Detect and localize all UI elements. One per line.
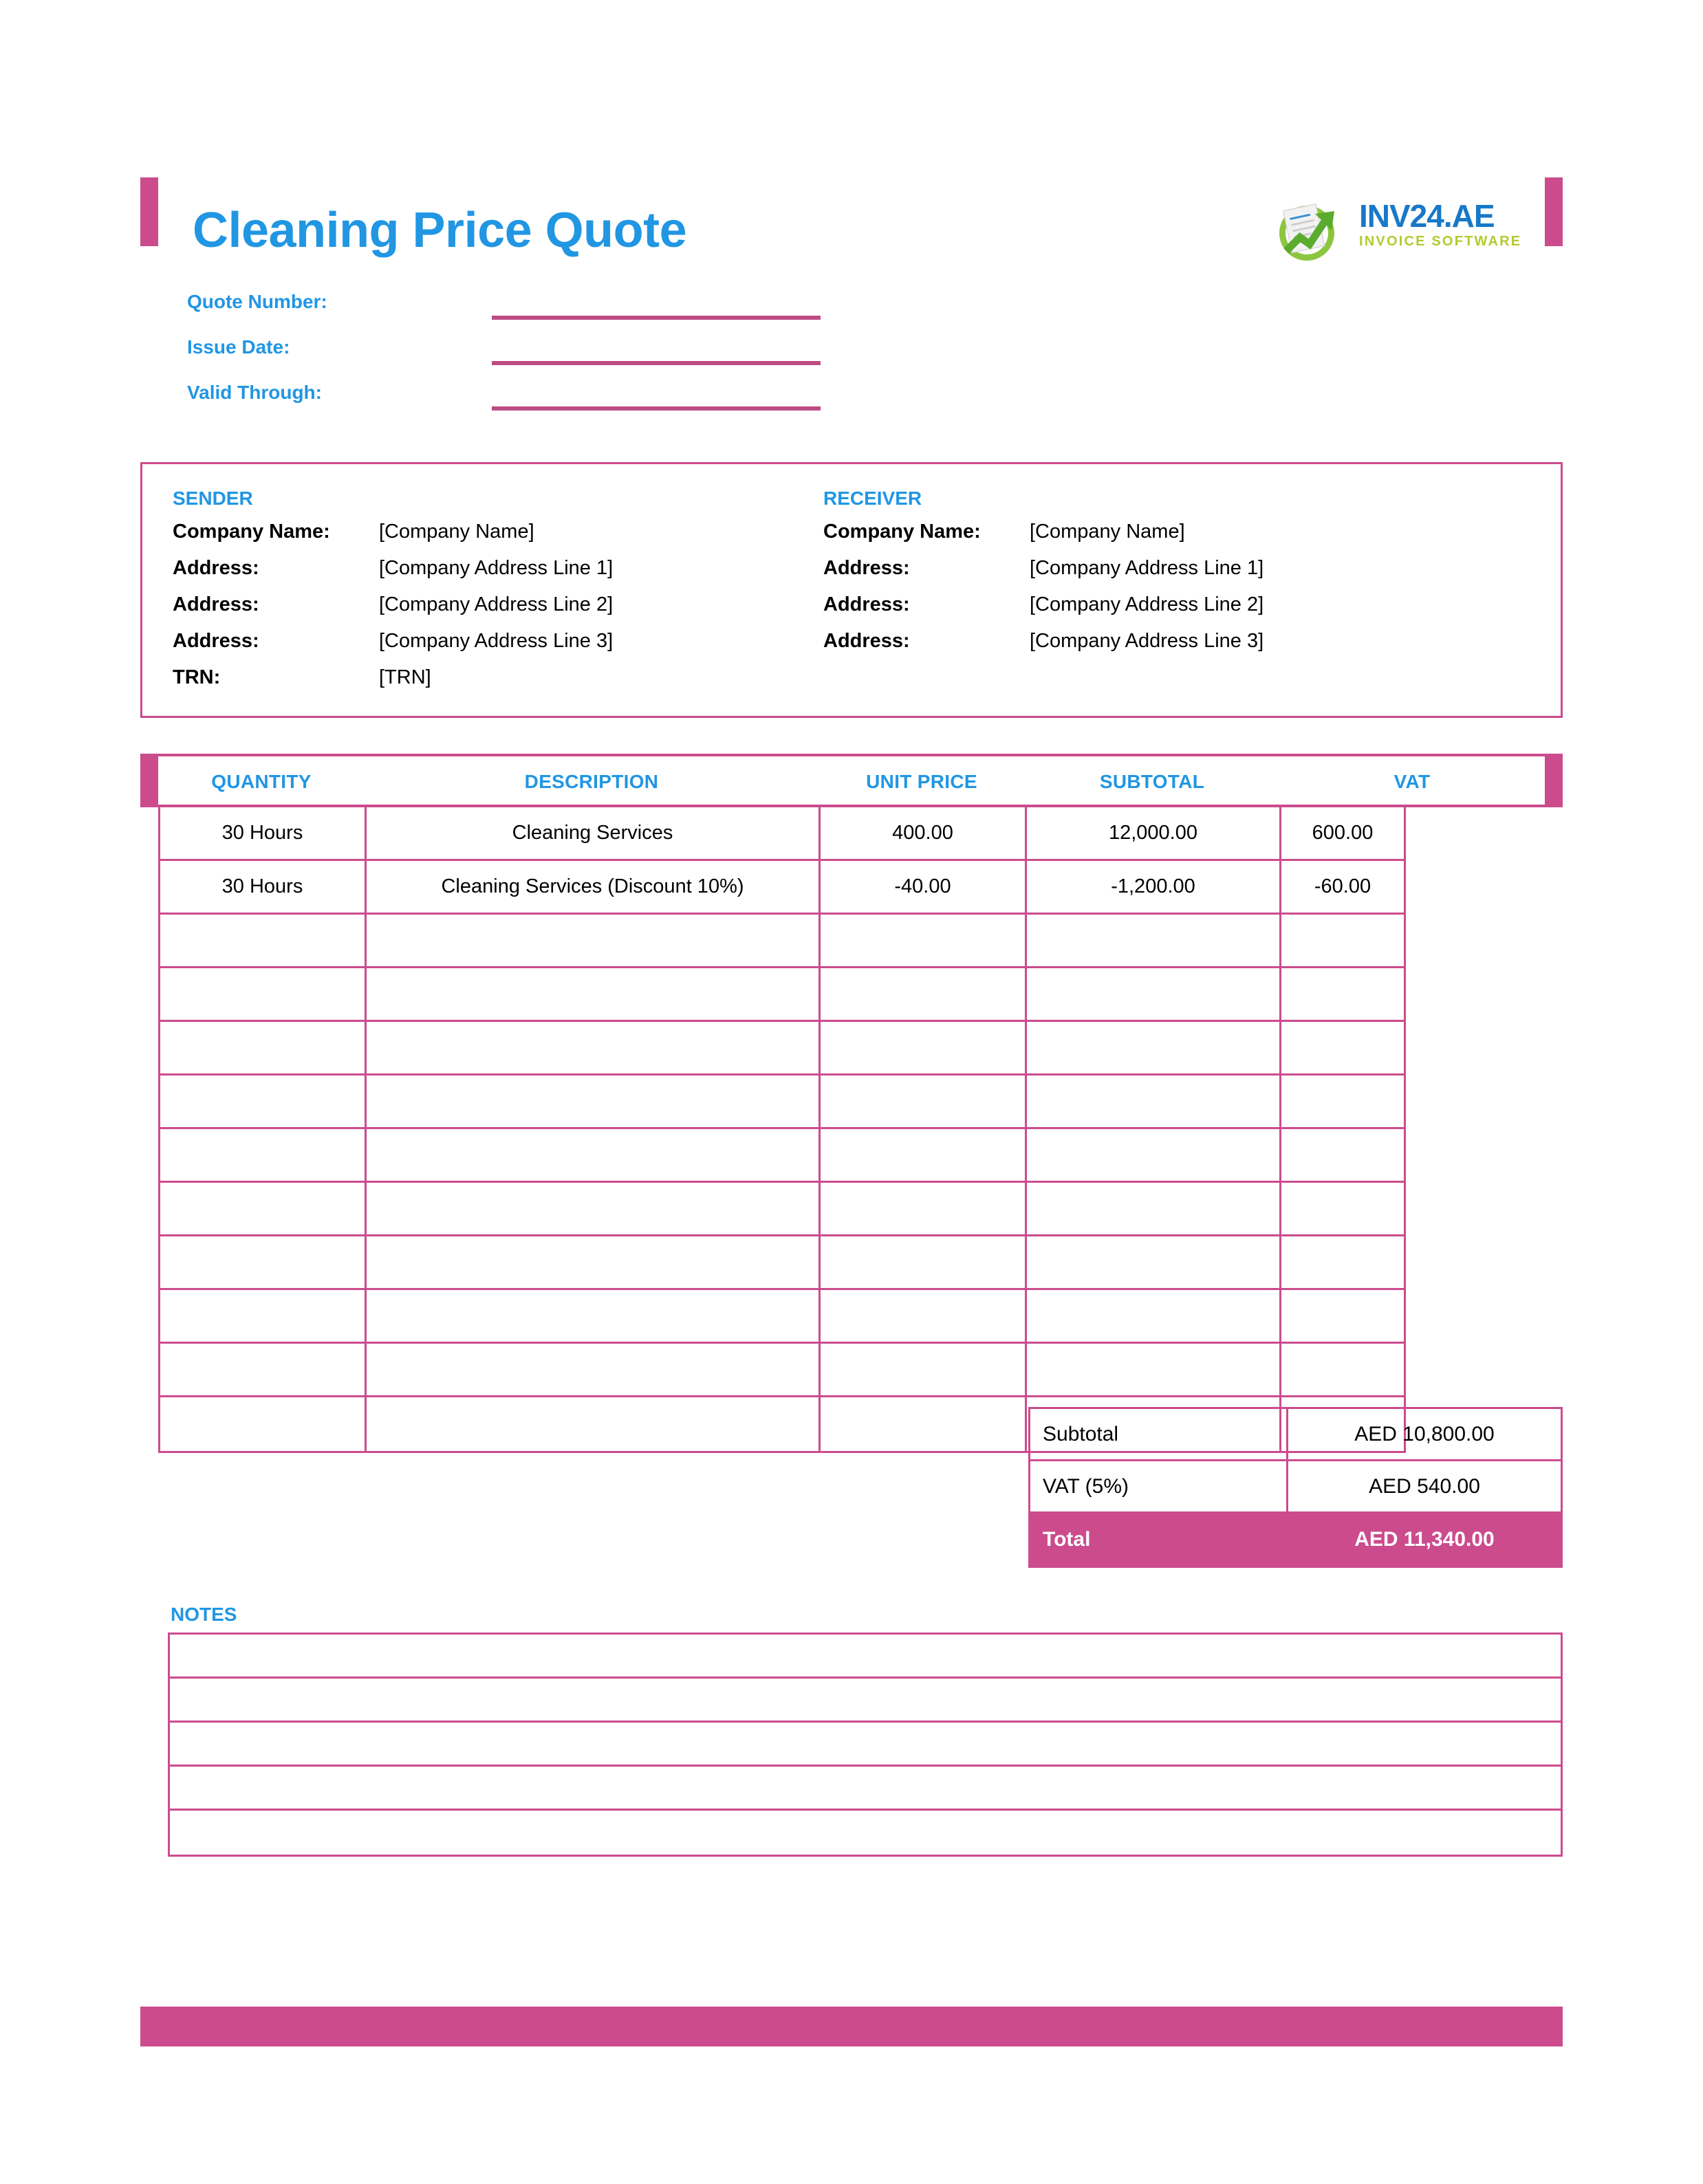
cell-vat: 600.00: [1312, 822, 1374, 844]
receiver-company-name-label: Company Name:: [823, 521, 981, 543]
cell-vat: [1281, 1290, 1404, 1342]
cell-unit-price: [821, 1075, 1027, 1127]
table-row[interactable]: [160, 807, 1404, 861]
cell-quantity: [160, 1022, 367, 1073]
column-header-quantity: QUANTITY: [211, 771, 312, 792]
receiver-address1-row: [823, 557, 1263, 593]
total-label: Total: [1043, 1528, 1091, 1551]
page-title: Cleaning Price Quote: [193, 203, 687, 258]
cell-vat: -60.00: [1314, 875, 1371, 897]
table-accent-bar-right: [1545, 754, 1563, 807]
cell-quantity: [160, 1129, 367, 1181]
parties-panel: [140, 462, 1563, 718]
logo-wordmark: [1359, 199, 1521, 250]
quote-number-row: [187, 285, 875, 331]
receiver-address2-value: [Company Address Line 2]: [1030, 593, 1264, 615]
note-line[interactable]: [170, 1767, 1561, 1811]
logo-name: INV24.AE: [1359, 198, 1495, 234]
cell-description: [367, 1183, 821, 1234]
subtotal-value: AED 10,800.00: [1354, 1422, 1495, 1445]
cell-subtotal: [1027, 1236, 1281, 1288]
cell-subtotal: [1027, 1290, 1281, 1342]
cell-description: [367, 968, 821, 1020]
sender-block: [173, 488, 613, 703]
cell-quantity: [160, 1183, 367, 1234]
receiver-address3-row: [823, 630, 1263, 666]
cell-subtotal: [1027, 968, 1281, 1020]
sender-address3-label: Address:: [173, 630, 259, 652]
cell-description: [367, 915, 821, 966]
issue-date-input[interactable]: [492, 361, 821, 365]
cell-subtotal: [1027, 1344, 1281, 1395]
valid-through-input[interactable]: [492, 406, 821, 411]
cell-quantity: [160, 1075, 367, 1127]
cell-description: [367, 1129, 821, 1181]
vat-label: VAT (5%): [1030, 1461, 1288, 1511]
total-value: AED 11,340.00: [1354, 1528, 1495, 1551]
sender-address1-value: [Company Address Line 1]: [379, 557, 614, 579]
sender-address3-value: [Company Address Line 3]: [379, 630, 614, 652]
receiver-company-name-value: [Company Name]: [1030, 521, 1185, 543]
receiver-address3-label: Address:: [823, 630, 910, 652]
issue-date-label: Issue Date:: [187, 336, 290, 358]
cell-subtotal: [1027, 1022, 1281, 1073]
table-row[interactable]: [160, 1075, 1404, 1129]
column-header-subtotal: SUBTOTAL: [1099, 771, 1205, 792]
note-line[interactable]: [170, 1635, 1561, 1679]
cell-quantity: [160, 1344, 367, 1395]
cell-vat: [1281, 1236, 1404, 1288]
cell-quantity: [160, 1236, 367, 1288]
table-row[interactable]: [160, 861, 1404, 915]
cell-quantity: [160, 915, 367, 966]
cell-vat: [1281, 1075, 1404, 1127]
cell-unit-price: [821, 1129, 1027, 1181]
cell-vat: [1281, 1183, 1404, 1234]
valid-through-label: Valid Through:: [187, 382, 322, 403]
sender-company-name-value: [Company Name]: [379, 521, 534, 543]
totals-row-subtotal: [1030, 1409, 1561, 1461]
table-row[interactable]: [160, 915, 1404, 968]
sender-address1-row: [173, 557, 613, 593]
note-line[interactable]: [170, 1723, 1561, 1767]
table-row[interactable]: [160, 1183, 1404, 1236]
cell-vat: [1281, 1129, 1404, 1181]
receiver-address2-label: Address:: [823, 593, 910, 615]
sender-trn-label: TRN:: [173, 666, 221, 688]
header-accent-bar-right: [1545, 177, 1563, 246]
note-line[interactable]: [170, 1811, 1561, 1855]
cell-subtotal: [1027, 915, 1281, 966]
cell-description: [367, 1397, 821, 1451]
totals-row-vat: [1030, 1461, 1561, 1514]
cell-description: [367, 1022, 821, 1073]
cell-unit-price: [821, 1344, 1027, 1395]
table-row[interactable]: [160, 1129, 1404, 1183]
footer-accent-bar: [140, 2007, 1563, 2046]
subtotal-label: Subtotal: [1030, 1409, 1288, 1459]
column-header-description: DESCRIPTION: [524, 771, 659, 792]
quote-number-input[interactable]: [492, 316, 821, 320]
totals-row-total: [1030, 1514, 1561, 1566]
sender-address2-value: [Company Address Line 2]: [379, 593, 614, 615]
cell-vat: [1281, 1022, 1404, 1073]
cell-unit-price: [821, 968, 1027, 1020]
vat-value: AED 540.00: [1369, 1474, 1480, 1498]
quote-number-label: Quote Number:: [187, 291, 327, 312]
column-header-unit-price: UNIT PRICE: [866, 771, 977, 792]
sender-address2-label: Address:: [173, 593, 259, 615]
notes-box[interactable]: [168, 1632, 1563, 1857]
cell-quantity: [160, 1397, 367, 1451]
cell-unit-price: [821, 1183, 1027, 1234]
totals-table: [1028, 1407, 1563, 1568]
receiver-address2-row: [823, 593, 1263, 630]
brand-logo: [1271, 196, 1526, 262]
cell-description: [367, 1290, 821, 1342]
cell-unit-price: [821, 1290, 1027, 1342]
quote-meta-fields: [187, 285, 875, 422]
receiver-heading: RECEIVER: [823, 488, 922, 509]
sender-company-name-label: Company Name:: [173, 521, 330, 543]
sender-company-name-row: [173, 521, 613, 557]
cell-subtotal: -1,200.00: [1027, 861, 1281, 913]
cell-subtotal: 12,000.00: [1027, 807, 1281, 859]
line-items-header: [140, 754, 1563, 807]
cell-quantity: 30 Hours: [160, 807, 367, 859]
cell-unit-price: -40.00: [821, 861, 1027, 913]
receiver-address1-value: [Company Address Line 1]: [1030, 557, 1264, 579]
cell-description: [367, 1236, 821, 1288]
line-items-body: [158, 807, 1406, 1453]
line-items-table: [140, 754, 1563, 1453]
receiver-company-name-row: [823, 521, 1263, 557]
cell-unit-price: [821, 915, 1027, 966]
table-row[interactable]: [160, 1236, 1404, 1290]
cell-vat: [1281, 1344, 1404, 1395]
sender-address2-row: [173, 593, 613, 630]
issue-date-row: [187, 331, 875, 376]
sender-trn-row: [173, 666, 613, 703]
cell-subtotal: [1027, 1183, 1281, 1234]
receiver-address1-label: Address:: [823, 557, 910, 579]
cell-vat: [1281, 915, 1404, 966]
cell-vat: [1281, 968, 1404, 1020]
cell-description: Cleaning Services: [367, 807, 821, 859]
cell-description: [367, 1075, 821, 1127]
table-row[interactable]: [160, 968, 1404, 1022]
table-accent-bar-left: [140, 754, 158, 807]
cell-quantity: 30 Hours: [160, 861, 367, 913]
note-line[interactable]: [170, 1679, 1561, 1723]
cell-description: Cleaning Services (Discount 10%): [367, 861, 821, 913]
cell-quantity: [160, 1290, 367, 1342]
sender-trn-value: [TRN]: [379, 666, 431, 688]
cell-description: [367, 1344, 821, 1395]
cell-subtotal: [1027, 1075, 1281, 1127]
notes-heading: NOTES: [171, 1604, 237, 1625]
logo-tagline: INVOICE SOFTWARE: [1359, 234, 1522, 249]
sender-address3-row: [173, 630, 613, 666]
invoice-growth-icon: [1271, 199, 1348, 265]
header-accent-bar-left: [140, 177, 158, 246]
valid-through-row: [187, 376, 875, 422]
cell-unit-price: [821, 1022, 1027, 1073]
sender-address1-label: Address:: [173, 557, 259, 579]
cell-subtotal: [1027, 1129, 1281, 1181]
cell-unit-price: 400.00: [821, 807, 1027, 859]
sender-heading: SENDER: [173, 488, 253, 509]
table-row[interactable]: [160, 1022, 1404, 1075]
receiver-address3-value: [Company Address Line 3]: [1030, 630, 1264, 652]
table-row[interactable]: [160, 1344, 1404, 1397]
table-row[interactable]: [160, 1290, 1404, 1344]
cell-quantity: [160, 968, 367, 1020]
cell-unit-price: [821, 1397, 1027, 1451]
column-header-vat: VAT: [1393, 771, 1431, 792]
cell-unit-price: [821, 1236, 1027, 1288]
receiver-block: [823, 488, 1263, 666]
